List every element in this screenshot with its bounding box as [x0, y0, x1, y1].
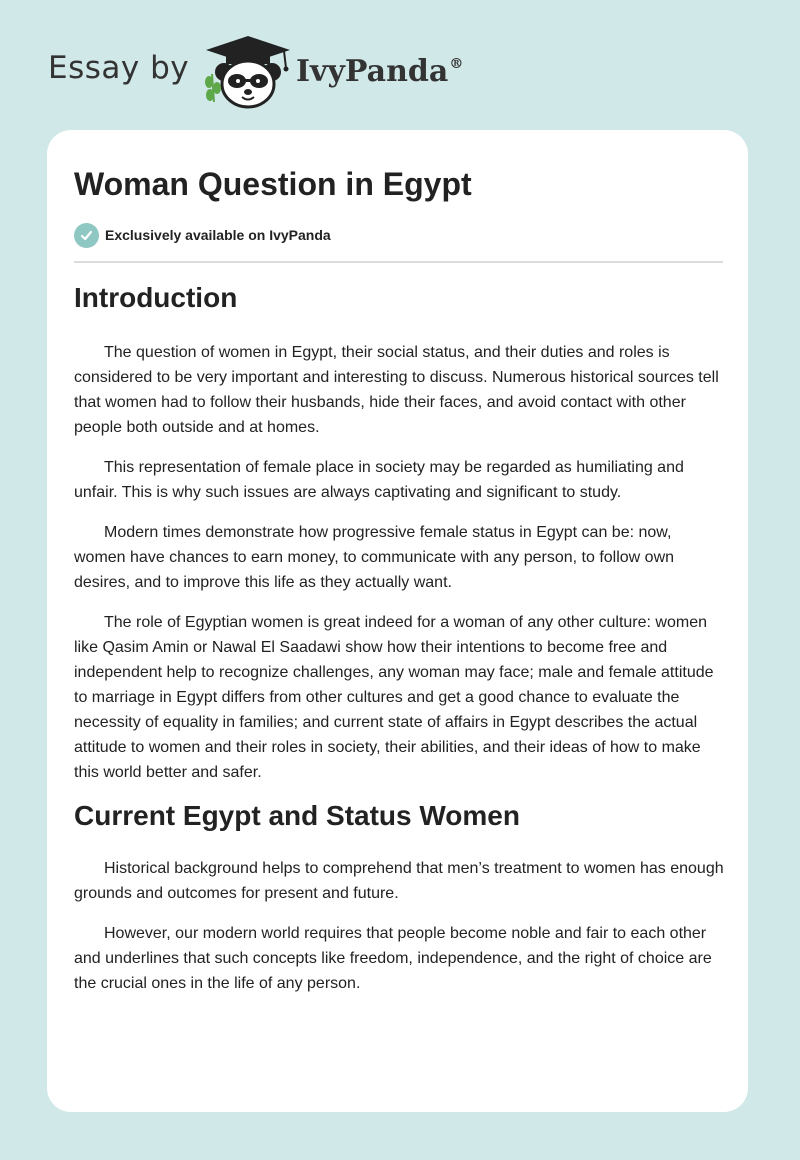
paragraph: However, our modern world requires that people become noble and fair to each other and underlines that such concepts like freedom, independence, and the right of choice are the crucial ones in the life of any person. — [74, 925, 712, 992]
brand-name[interactable]: IvyPanda® — [296, 54, 464, 89]
section-heading-current-egypt: Current Egypt and Status Women — [74, 800, 520, 831]
paragraph: Modern times demonstrate how progressive female status in Egypt can be: now, women have chances to earn money, to communicate with any person, to follow own desires, and to improve this life as they actually want. — [74, 524, 675, 591]
site-header — [0, 0, 800, 130]
title-divider — [74, 261, 723, 263]
essay-body — [74, 282, 724, 996]
paragraph: Historical background helps to comprehend that men’s treatment to women has enough grounds and outcomes for present and future. — [74, 860, 724, 902]
paragraph: The role of Egyptian women is great indeed for a woman of any other culture: women like Qasim Amin or Nawal El Saadawi show how their intentions to become free and independent help to recognize challenges, any woman may face; male and female attitude to marriage in Egypt differs from other cultures and get a good chance to evaluate the necessity of equality in families; and current state of affairs in Egypt describes the actual attitude to women and their roles in society, their abilities, and their ideas of how to make this world better and safer. — [74, 614, 714, 781]
exclusive-badge — [74, 222, 331, 248]
brand-prefix: Essay by — [48, 50, 190, 86]
panda-graduate-logo-icon — [200, 34, 296, 110]
badge-label: Exclusively available on IvyPanda — [105, 227, 331, 243]
paragraph: This representation of female place in society may be regarded as humiliating and unfair. This is why such issues are always captivating and significant to study. — [74, 459, 684, 501]
paragraph: The question of women in Egypt, their social status, and their duties and roles is considered to be very important and interesting to discuss. Numerous historical sources tell that women had to follow their husbands, hide their faces, and avoid contact with other people both outside and at homes. — [74, 344, 719, 436]
page-title: Woman Question in Egypt — [74, 166, 472, 202]
checkmark-circle-icon — [74, 223, 99, 248]
section-heading-introduction: Introduction — [74, 282, 238, 313]
essay-card — [47, 130, 748, 1112]
